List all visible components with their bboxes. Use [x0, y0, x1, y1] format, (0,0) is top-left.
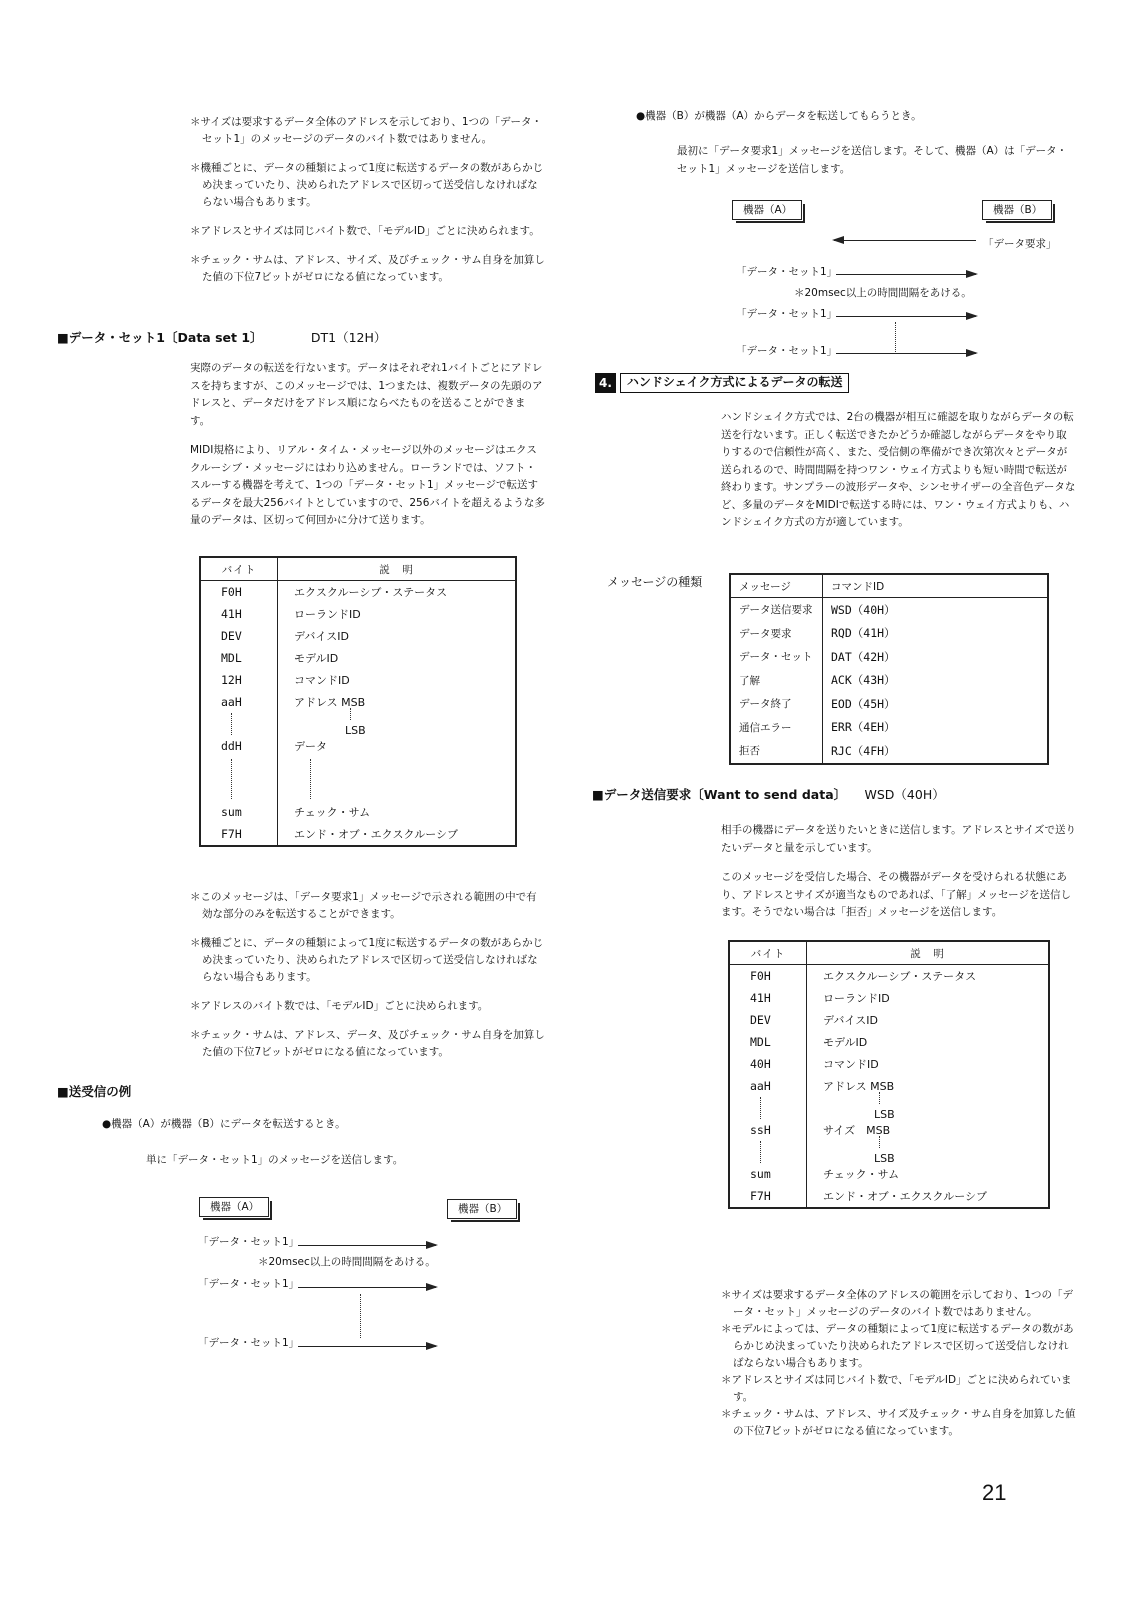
right-msg-2: 「データ・セット1」	[736, 308, 838, 320]
example-case-title: ●機器（A）が機器（B）にデータを転送するとき。	[102, 1118, 346, 1130]
message-types-table	[729, 573, 1049, 765]
wsd-notes	[721, 1287, 1076, 1440]
types-col-message: メッセージ	[730, 574, 823, 598]
note-model: ＊機種ごとに、データの種類によって1度に転送するデータの数があらかじめ決まっていたり、決められたアドレスで区切って送受信しなければならない場合もあります。	[190, 162, 544, 208]
table-row: 12H コマンドID	[200, 669, 516, 691]
table-row: DEV デバイスID	[729, 1009, 1049, 1031]
left-arrow-1	[298, 1245, 436, 1246]
left-device-b-box: 機器（B）	[447, 1199, 517, 1219]
right-msg-3: 「データ・セット1」	[736, 345, 838, 357]
dt1-heading	[57, 329, 386, 347]
table-row: F7H エンド・オブ・エクスクルーシブ	[200, 823, 516, 846]
table-row: 40H コマンドID	[729, 1053, 1049, 1075]
right-arrow-2	[836, 316, 976, 317]
dt1-byte-table	[199, 556, 517, 847]
dt1-note-address: ＊アドレスのバイト数では、「モデルID」ごとに決められます。	[190, 1000, 489, 1012]
page-number: 21	[982, 1480, 1007, 1505]
left-msg-1: 「データ・セット1」	[198, 1236, 300, 1248]
dt1-para-2: MIDI規格により、リアル・タイム・メッセージ以外のメッセージはエクスクルーシブ・メッセージにはわり込めません。ローランドでは、ソフト・スルーする機器を考えて、1つの「データ・セット1」メッセージで転送するデータを最大256バイトとしていますので、256バイトを超えるような多量のデータは、区切って何回かに分けて送ります。	[190, 444, 545, 526]
section-4-number: 4.	[595, 373, 616, 393]
wsd-col-byte: バイト	[729, 941, 807, 965]
left-arrow-2	[298, 1287, 436, 1288]
note-checksum: ＊チェック・サムは、アドレス、サイズ、及びチェック・サム自身を加算した値の下位7ビットがゼロになる値になっています。	[190, 254, 545, 283]
table-row: 41H ローランドID	[729, 987, 1049, 1009]
example2-case-text: 最初に「データ要求1」メッセージを送信します。そして、機器（A）は「データ・セット1」メッセージを送信します。	[677, 145, 1068, 175]
message-types-label: メッセージの種類	[607, 575, 703, 589]
wsd-heading-code: WSD（40H）	[864, 787, 945, 802]
wsd-byte-table	[728, 940, 1050, 1209]
left-device-a-box: 機器（A）	[199, 1197, 269, 1217]
table-row: データ・セット DAT（42H）	[730, 645, 1048, 669]
table-row: MDL モデルID	[200, 647, 516, 669]
table-row: 拒否 RJC（4FH）	[730, 739, 1048, 764]
right-dotted-divider	[895, 322, 896, 352]
table-row: データ要求 RQD（41H）	[730, 622, 1048, 646]
dt1-heading-code: DT1（12H）	[310, 330, 387, 345]
table-row: LSB	[729, 1097, 1049, 1119]
dt1-col-byte: バイト	[200, 557, 278, 581]
dt1-heading-label: ■データ・セット1〔Data set 1〕	[57, 330, 263, 345]
right-request-label: 「データ要求」	[983, 238, 1057, 250]
dt1-para-1: 実際のデータの転送を行ないます。データはそれぞれ1バイトごとにアドレスを持ちますが、このメッセージでは、1つまたは、複数データの先頭のアドレスと、データだけをアドレス順にならべたものを送ることができます。	[190, 362, 543, 427]
table-row	[200, 757, 516, 801]
table-row: 41H ローランドID	[200, 603, 516, 625]
table-row: sum チェック・サム	[200, 801, 516, 823]
dt1-note-model: ＊機種ごとに、データの種類によって1度に転送するデータの数があらかじめ決まっていたり、決められたアドレスで区切って送受信しなければならない場合もあります。	[190, 937, 544, 983]
left-dotted-divider	[360, 1294, 361, 1338]
dt1-notes	[190, 889, 545, 1061]
dt1-col-desc: 説 明	[278, 557, 517, 581]
wsd-note-size: ＊サイズは要求するデータ全体のアドレスの範囲を示しており、1つの「データ・セット」メッセージのデータのバイト数ではありません。	[721, 1289, 1074, 1318]
table-row: LSB	[729, 1141, 1049, 1163]
note-address: ＊アドレスとサイズは同じバイト数で、「モデルID」ごとに決められます。	[190, 225, 540, 237]
wsd-para-2: このメッセージを受信した場合、その機器がデータを受けられる状態にあり、アドレスとサイズが適当なものであれば、「了解」メッセージを送信します。そうでない場合は「拒否」メッセージを送信します。	[721, 871, 1071, 918]
table-row: MDL モデルID	[729, 1031, 1049, 1053]
example-heading: ■送受信の例	[57, 1084, 132, 1099]
wsd-heading-label: ■データ送信要求〔Want to send data〕	[592, 787, 847, 802]
table-row: aaH アドレス MSB	[200, 691, 516, 713]
dt1-note-checksum: ＊チェック・サムは、アドレス、データ、及びチェック・サム自身を加算した値の下位7ビットがゼロになる値になっています。	[190, 1029, 545, 1058]
wsd-note-address: ＊アドレスとサイズは同じバイト数で、「モデルID」ごとに決められています。	[721, 1374, 1072, 1403]
table-row: データ終了 EOD（45H）	[730, 692, 1048, 716]
notes-top	[190, 114, 545, 286]
table-row: ddH データ	[200, 735, 516, 757]
right-arrow-3	[836, 353, 976, 354]
example2-case-title: ●機器（B）が機器（A）からデータを転送してもらうとき。	[636, 110, 922, 122]
note-size: ＊サイズは要求するデータ全体のアドレスを示しており、1つの「データ・セット1」のメッセージのデータのバイト数ではありません。	[190, 116, 543, 145]
wsd-para-1: 相手の機器にデータを送りたいときに送信します。アドレスとサイズで送りたいデータと量を示しています。	[721, 824, 1077, 854]
table-row: ssH サイズ MSB	[729, 1119, 1049, 1141]
left-msg-2: 「データ・セット1」	[198, 1278, 300, 1290]
right-interval-note: ＊20msec以上の時間間隔をあける。	[794, 287, 972, 299]
left-arrow-3	[298, 1346, 436, 1347]
dt1-description	[190, 360, 545, 530]
section-4-description: ハンドシェイク方式では、2台の機器が相互に確認を取りながらデータの転送を行ないます。正しく転送できたかどうか確認しながらデータをやり取りするので信頼性が高く、また、受信側の準備ができ次第次々とデータが送られるので、時間間隔を持つワン・ウェイ方式よりも短い時間で転送が終わります。サンプラーの波形データや、シンセサイザーの全音色データなど、多量のデータをMIDIで転送する時には、ワン・ウェイ方式よりも、ハンドシェイク方式の方が適しています。	[721, 411, 1076, 528]
table-row: aaH アドレス MSB	[729, 1075, 1049, 1097]
section-4-title: ハンドシェイク方式によるデータの転送	[620, 373, 850, 393]
table-row: F7H エンド・オブ・エクスクルーシブ	[729, 1185, 1049, 1208]
wsd-description	[721, 822, 1076, 922]
table-row: LSB	[200, 713, 516, 735]
table-row: sum チェック・サム	[729, 1163, 1049, 1185]
table-row: F0H エクスクルーシブ・ステータス	[729, 965, 1049, 988]
section-4-heading	[595, 373, 849, 393]
right-device-b-box: 機器（B）	[982, 200, 1052, 220]
types-col-command: コマンドID	[823, 574, 1049, 598]
table-row: F0H エクスクルーシブ・ステータス	[200, 581, 516, 604]
wsd-note-checksum: ＊チェック・サムは、アドレス、サイズ及チェック・サム自身を加算した値の下位7ビットがゼロになる値になっています。	[721, 1408, 1076, 1437]
dt1-note-range: ＊このメッセージは、「データ要求1」メッセージで示される範囲の中で有効な部分のみを転送することができます。	[190, 891, 537, 920]
wsd-col-desc: 説 明	[807, 941, 1050, 965]
right-arrow-1	[836, 274, 976, 275]
wsd-heading	[592, 786, 945, 804]
wsd-note-model: ＊モデルによっては、データの種類によって1度に転送するデータの数があらかじめ決まっていたり決められたアドレスで区切って送受信しなければならない場合もあります。	[721, 1323, 1074, 1369]
table-row: DEV デバイスID	[200, 625, 516, 647]
right-device-a-box: 機器（A）	[732, 200, 802, 220]
right-msg-1: 「データ・セット1」	[736, 266, 838, 278]
table-row: データ送信要求 WSD（40H）	[730, 598, 1048, 622]
table-row: 了解 ACK（43H）	[730, 669, 1048, 693]
left-msg-3: 「データ・セット1」	[198, 1337, 300, 1349]
right-request-arrow	[834, 240, 976, 241]
left-interval-note: ＊20msec以上の時間間隔をあける。	[258, 1256, 436, 1268]
example-case-text: 単に「データ・セット1」のメッセージを送信します。	[146, 1154, 404, 1166]
table-row: 通信エラー ERR（4EH）	[730, 716, 1048, 740]
